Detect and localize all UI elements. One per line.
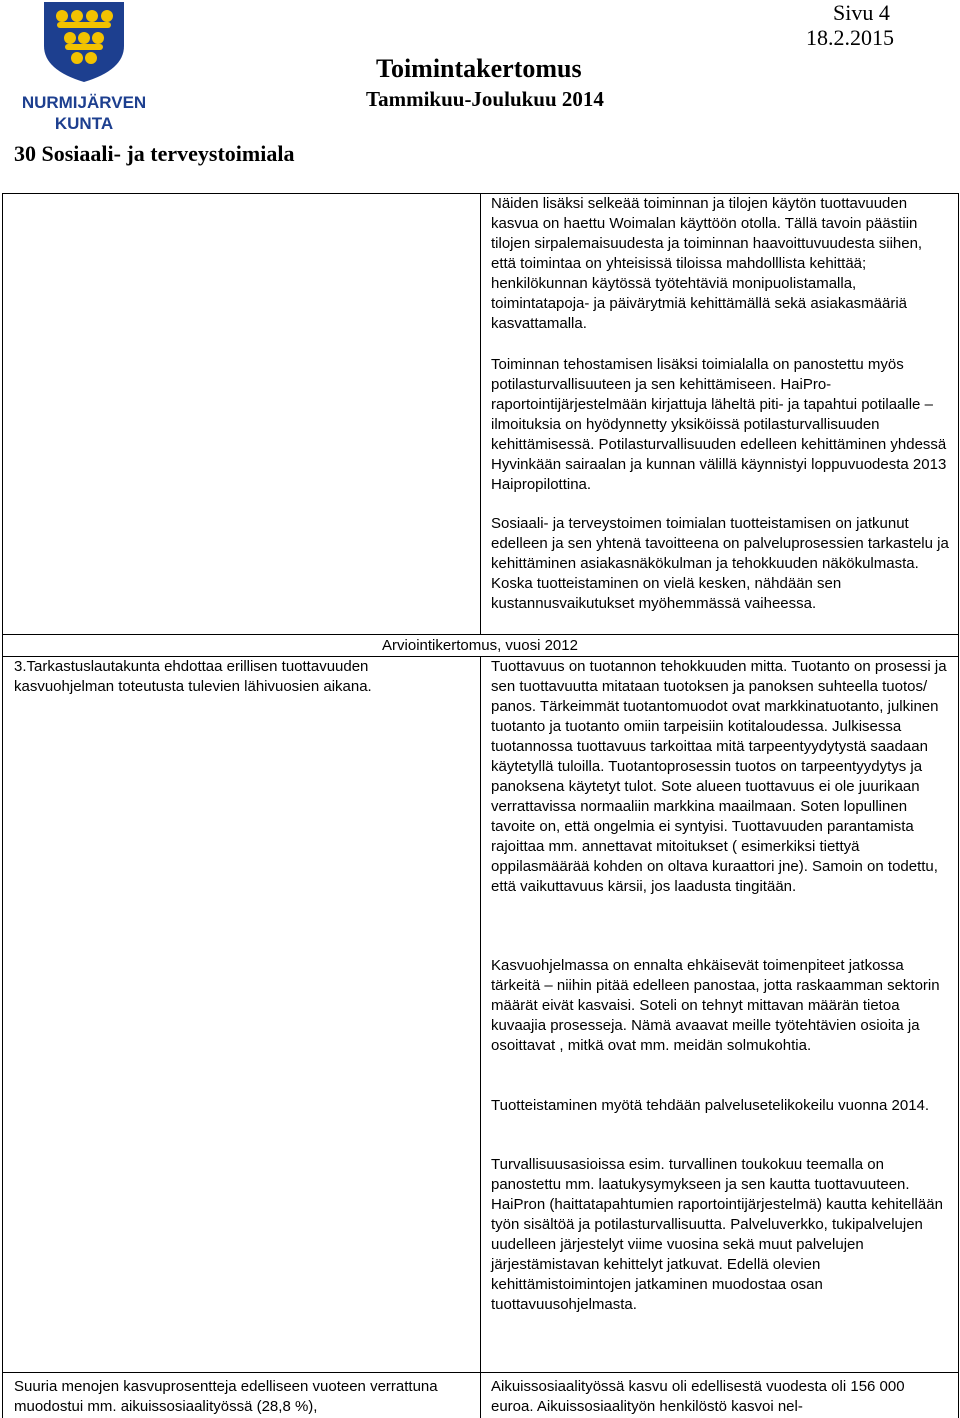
- document-period: Tammikuu-Joulukuu 2014: [366, 87, 604, 111]
- productivity-response-paragraph: Tuottavuus on tuotannon tehokkuuden mitta. Tuotanto on prosessi ja sen tuottavuutta mitataan tuotoksen ja panoksen suhteella tuotos/ panos. Tärkeimmät tuotantomuodot ovat markkinatuotanto, julkinen tuotanto ja tuotanto omiin tarpeisiin kotitaloudessa. Julkisessa tuotannossa tuottavuus tarkoittaa mitä tarpeentyydytystä saadaan käytetyllä tuloilla. Tuotantoprosessin tuotos on tarpeentyydytys ja panoksena käytetyt tulot. Sote alueen tuottavuus ei ole juurikaan verrattavissa normaaliin markkina maailmaan. Soten lopullinen tavoite on, että ongelmia ei syntyisi. Tuottavuuden parantamista rajoittaa mm. annettavat mitoitukset ( esimerkiksi tiettyä oppilasmäärää kohden on oltava kuraattori jne). Samoin on todettu, että vaikuttavuus kärsii, jos laadusta tingitään.: [491, 658, 947, 895]
- logo-text-line1: NURMIJÄRVEN: [22, 93, 146, 112]
- patient-safety-paragraph: Toiminnan tehostamisen lisäksi toimialalla on panostettu myös potilasturvallisuuteen ja sen kehittämiseen. HaiPro-raportointijärjestelmään kirjattuja läheltä piti- ja tapahtui potilaalle –ilmoituksia on hyödynnetty yksiköissä potilasturvallisuuden kehittämisessä. Potilasturvallisuuden edelleen kehittäminen yhdessä Hyvinkään sairaalan ja kunnan välillä käynnistyi loppuvuodesta 2013 Haipropilottina.: [491, 356, 947, 493]
- productization-paragraph: Sosiaali- ja terveystoimen toimialan tuotteistamisen on jatkunut edelleen ja sen yhtenä tavoitteena on palveluprosessien tarkastelu ja kehittäminen asiakasnäkökulman ja tehokkuuden näkökulmasta. Koska tuotteistaminen on vielä kesken, nähdään sen kustannusvaikutukset myöhemmässä vaiheessa.: [491, 515, 949, 612]
- table-column-divider-upper: [480, 193, 481, 634]
- logo-text-line2: KUNTA: [54, 114, 114, 133]
- bottom-left-text: Suuria menojen kasvuprosentteja edelliseen vuoteen verrattuna muodostui mm. aikuissosiaalityössä (28,8 %),: [14, 1378, 438, 1415]
- page-number: Sivu 4: [833, 0, 890, 25]
- table-border-left: [2, 193, 3, 1418]
- section-title: 30 Sosiaali- ja terveystoimiala: [14, 141, 295, 166]
- bottom-row-top: [2, 1372, 959, 1373]
- document-title: Toimintakertomus: [376, 54, 582, 83]
- bottom-right-text: Aikuissosiaalityössä kasvu oli edellisestä vuodesta oli 156 000 euroa. Aikuissosiaalityön henkilöstö kasvoi nel-: [491, 1378, 905, 1415]
- evaluation-heading: Arviointikertomus, vuosi 2012: [382, 637, 578, 654]
- safety-matters-paragraph: Turvallisuusasioissa esim. turvallinen toukokuu teemalla on panostettu mm. laatukysymykseen ja sen kautta tuottavuuteen. HaiPron (haittatapahtumien raportointijärjestelmä) kautta kehitellään työn sisältöä ja potilasturvallisuutta. Palveluverkko, tukipalvelujen uudelleen järjestelyt viime vuosina sekä muut palvelujen järjestämistavan kehittelyt jatkuvat. Edellä olevien kehittämistoimintojen jatkaminen muodostaa osan tuottavuusohjelmasta.: [491, 1156, 943, 1313]
- table-column-divider-lower: [480, 656, 481, 1418]
- evaluation-proposal: 3.Tarkastuslautakunta ehdottaa erillisen tuottavuuden kasvuohjelman toteutusta tulevien lähivuosien aikana.: [14, 658, 372, 695]
- voucher-trial-paragraph: Tuotteistaminen myötä tehdään palvelusetelikokeilu vuonna 2014.: [491, 1097, 930, 1114]
- growth-program-paragraph: Kasvuohjelmassa on ennalta ehkäisevät toimenpiteet jatkossa tärkeitä – niihin pitää edelleen panostaa, jotta raskaamman sektorin määrät eivät kasvaisi. Soteli on tehnyt mittavan määrän tietoa kuvaajia prosesseja. Nämä avaavat meille työtehtävien osioita ja osoittavat , mitkä ovat mm. meidän solmukohtia.: [491, 957, 940, 1054]
- municipality-logo: [22, 0, 146, 134]
- woimala-paragraph: Näiden lisäksi selkeää toiminnan ja tilojen käytön tuottavuuden kasvua on haettu Woimalan käyttöön otolla. Tällä tavoin päästiin tilojen sirpalemaisuudesta ja toiminnan haavoittuvuudesta siihen, että toimintaa on yhteisissä tiloissa mahdolllista kehittää; henkilökunnan käytössä työtehtäviä monipuolistamalla, toimintatapoja- ja päivärytmiä kehittämällä sekä asiakasmääriä kasvattamalla.: [491, 195, 923, 332]
- table-border-right: [958, 193, 959, 1418]
- evaluation-row-top: [2, 634, 959, 635]
- page-date: 18.2.2015: [806, 25, 894, 50]
